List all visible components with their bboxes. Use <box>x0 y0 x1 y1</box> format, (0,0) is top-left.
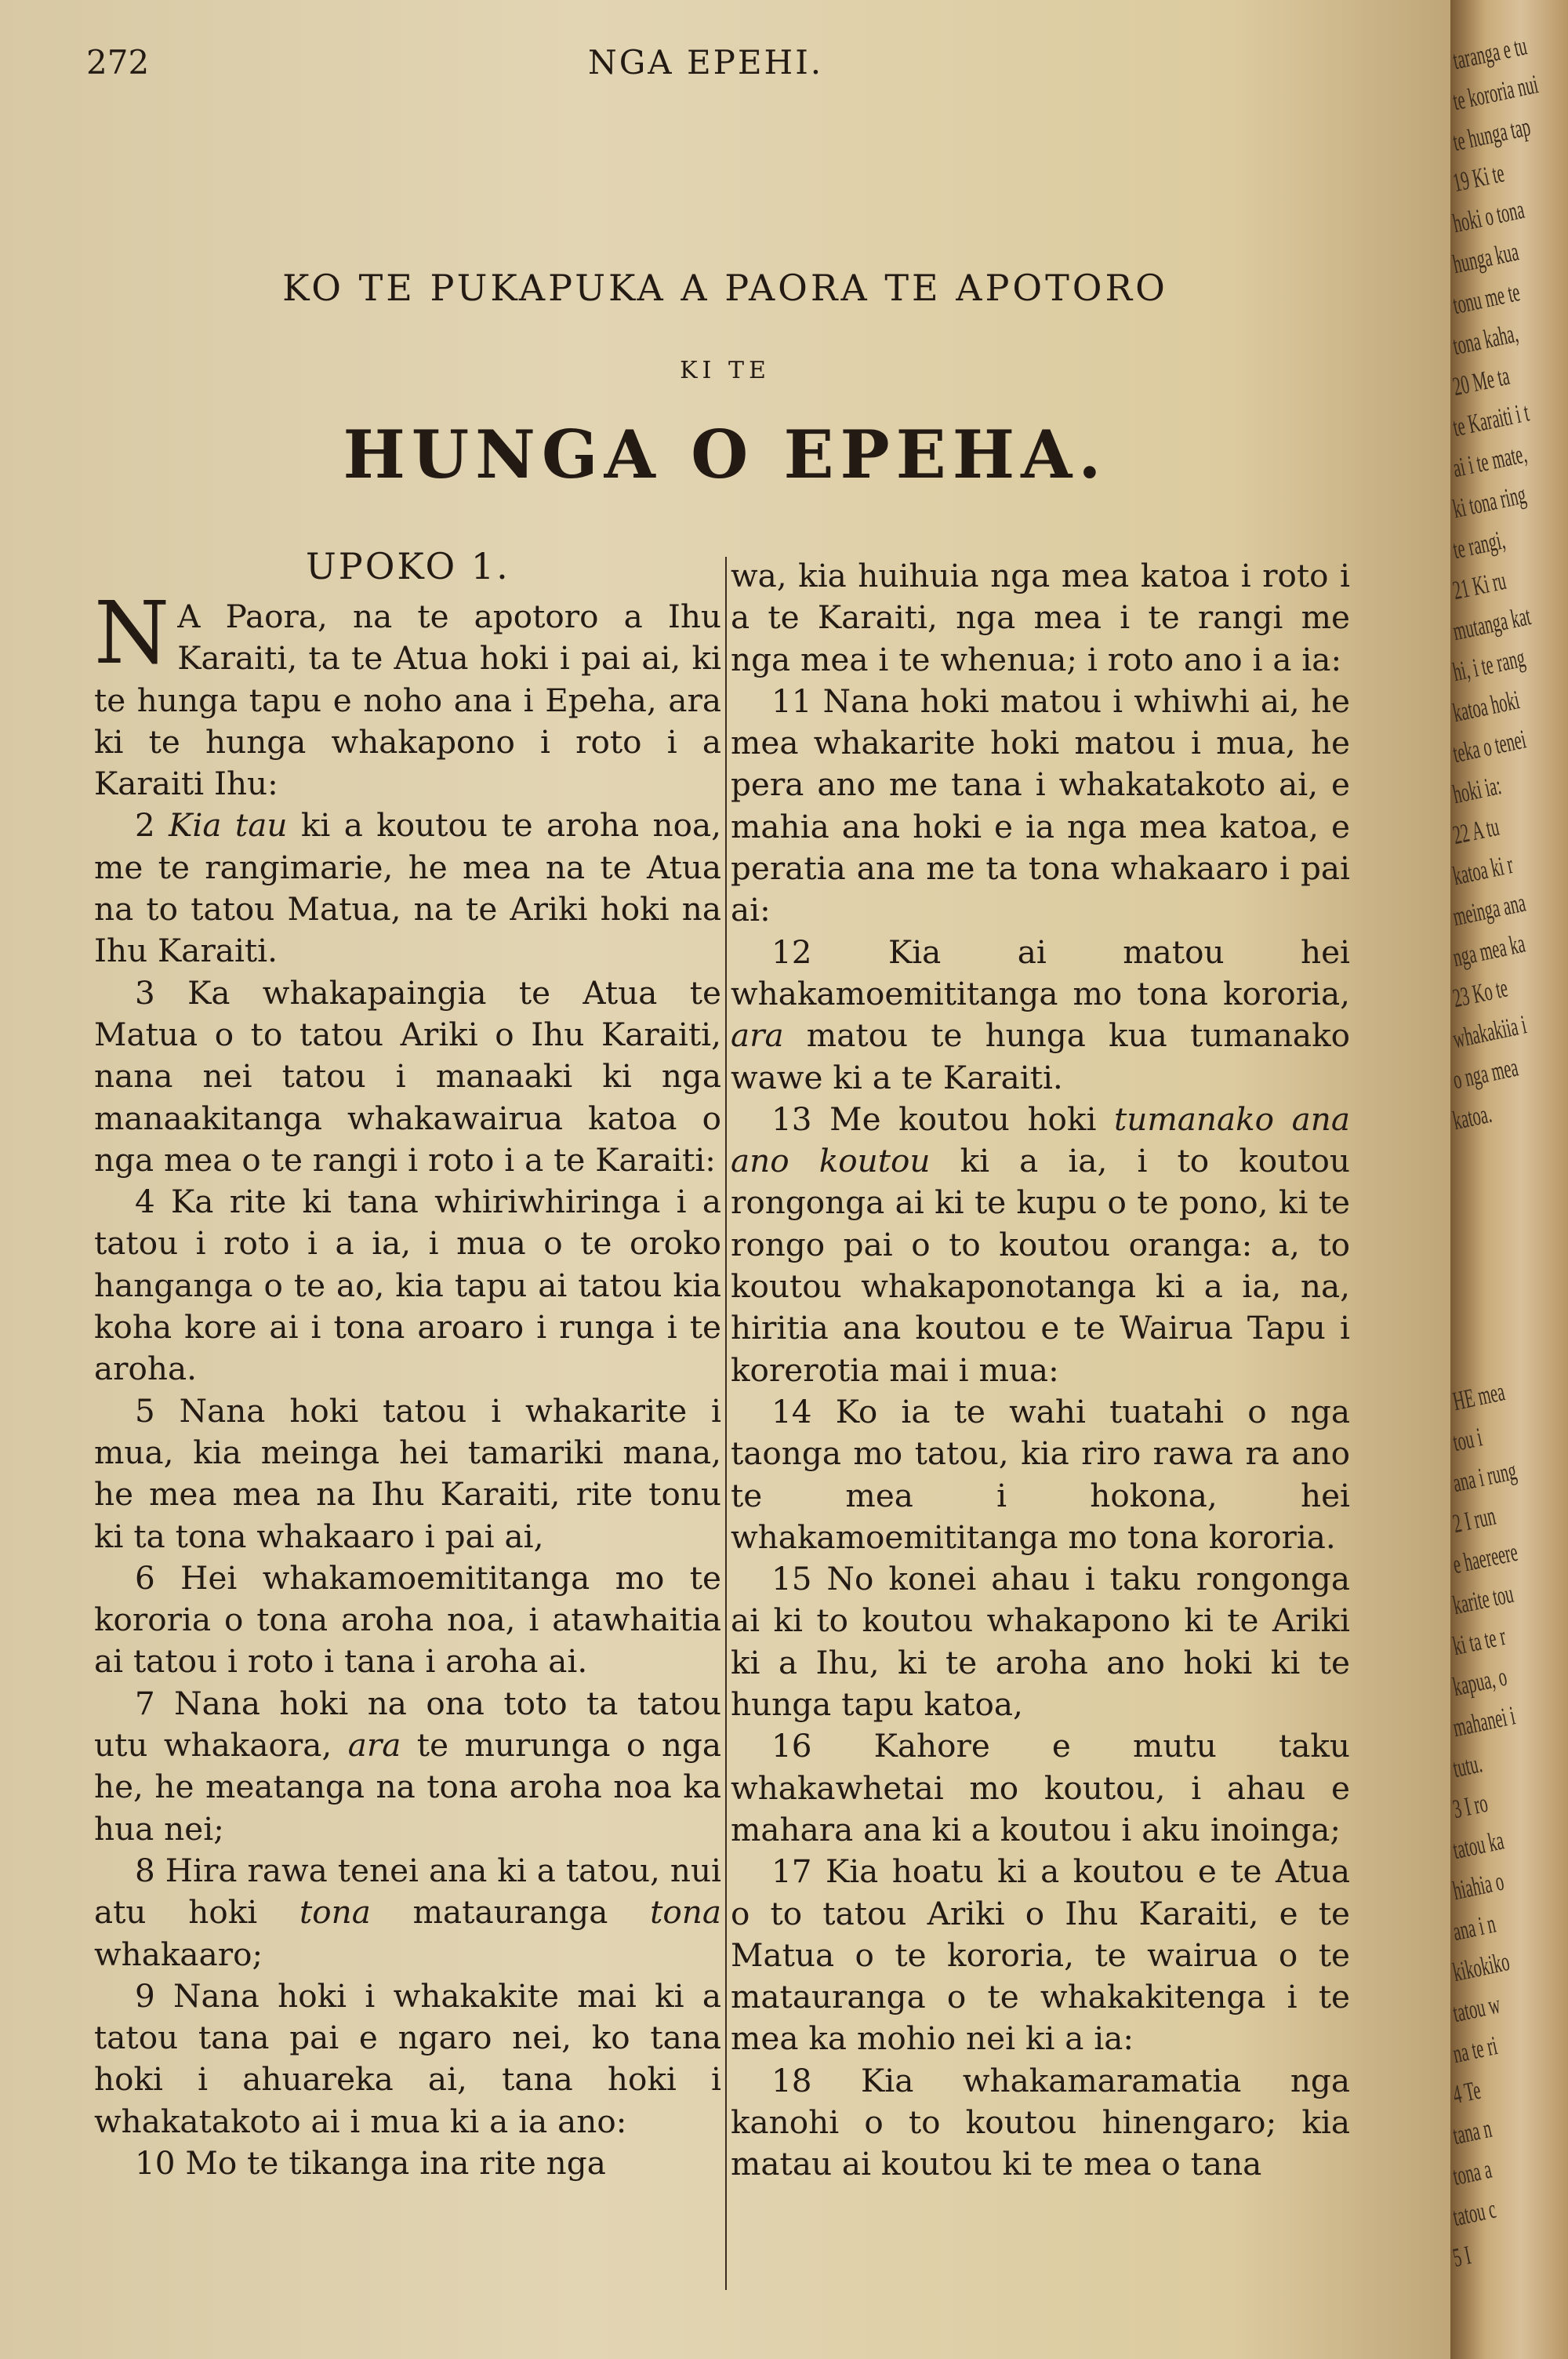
facing-page-fragment: meinga ana <box>1450 888 1529 932</box>
verse-5: 5 Nana hoki tatou i whakarite i mua, kia meinga hei tamariki mana, he mea mea na Ihu Karaiti, rite tonu ki ta tona whakaaro i pai ai, <box>94 1391 721 1555</box>
verse-2-number: 2 <box>135 806 155 845</box>
right-column <box>731 555 1350 2186</box>
verse-8-text-c: whakaaro; <box>94 1935 263 1973</box>
verse-8-text-a: 8 Hira rawa tenei ana ki a tatou, nui atu hoki <box>94 1851 721 1932</box>
facing-page-fragment: hiahia o <box>1450 1866 1507 1906</box>
verse-1 <box>94 583 721 805</box>
facing-page-fragment: hunga kua <box>1450 237 1522 280</box>
verse-9: 9 Nana hoki i whakakite mai ki a tatou tana pai e ngaro nei, ko tana hoki i ahuareka ai, tana hoki i whakatakoto ai i mua ki a ia ano: <box>94 1976 721 2140</box>
facing-page-fragment: ki tona ring <box>1450 480 1529 525</box>
verse-10-continued: wa, kia huihuia nga mea katoa i roto i a te Karaiti, nga mea i te rangi me nga mea i te whenua; i roto ano i a ia: <box>731 557 1350 678</box>
facing-page-fragment: HE mea <box>1450 1377 1508 1417</box>
facing-page-fragment: tatou c <box>1450 2194 1499 2233</box>
facing-page-fragment: tona a <box>1450 2154 1494 2192</box>
facing-page-edge <box>1450 0 1568 2359</box>
facing-page-fragment: nga mea ka <box>1450 929 1528 973</box>
facing-page-fragment: tana n <box>1450 2114 1494 2151</box>
facing-page-fragment: tou i <box>1450 1423 1485 1458</box>
facing-page-fragment: te kororia nui <box>1450 70 1541 117</box>
facing-page-fragment: hi, i te rang <box>1450 643 1528 688</box>
column-divider <box>725 557 727 2290</box>
verse-12-italic: ara <box>731 1016 784 1055</box>
book-title-main: HUNGA O EPEHA. <box>343 416 1108 493</box>
verse-8 <box>94 1850 721 1976</box>
facing-page-fragment: ana i n <box>1450 1909 1498 1947</box>
facing-page-fragment: katoa hoki <box>1450 685 1523 729</box>
verse-2-italic: Kia tau <box>169 806 288 845</box>
facing-page-fragment: tonu me te <box>1450 278 1523 321</box>
verse-14: 14 Ko ia te wahi tuatahi o nga taonga mo tatou, kia riro rawa ra ano te mea i hokona, hei whakamoemititanga mo tona kororia. <box>731 1392 1350 1556</box>
facing-page-fragment: 20 Me ta <box>1450 361 1512 402</box>
facing-page-fragment: kapua, o <box>1450 1662 1510 1703</box>
facing-page-fragment: 19 Ki te <box>1450 158 1507 198</box>
verse-17: 17 Kia hoatu ki a koutou e te Atua o to tatou Ariki o Ihu Karaiti, e te Matua o te kororia, te wairua o te matauranga o te whakakitenga i te mea ka mohio nei ki a ia: <box>731 1852 1350 2058</box>
verse-7-text-b: te murunga o nga he, he meatanga na tona aroha noa ka hua nei; <box>94 1726 721 1848</box>
facing-page-fragment: te hunga tap <box>1450 112 1534 158</box>
facing-page-fragment: 22 A tu <box>1450 812 1502 851</box>
verse-15: 15 No konei ahau i taku rongonga ai ki to koutou whakapono ki te Ariki ki a Ihu, ki te aroha ano hoki ki te hunga tapu katoa, <box>731 1560 1350 1724</box>
verse-10: 10 Mo te tikanga ina rite nga <box>135 2143 606 2182</box>
verse-1-text: A Paora, na te apotoro a Ihu Karaiti, ta te Atua hoki i pai ai, ki te hunga tapu e noho ana i Epeha, ara ki te hunga whakapono i roto i a Karaiti Ihu: <box>94 598 721 803</box>
facing-page-fragment: ai i te mate, <box>1450 439 1530 484</box>
facing-page-fragment: kikokiko <box>1450 1946 1512 1988</box>
verse-13-text-a: 13 Me koutou hoki <box>771 1100 1097 1138</box>
facing-page-fragment: teka o tenei <box>1450 725 1529 769</box>
facing-page-fragment: e haereere <box>1450 1537 1521 1580</box>
verse-13 <box>731 1099 1350 1391</box>
facing-page-fragment: tona kaha, <box>1450 318 1521 362</box>
facing-page-fragment: whakakiia i <box>1450 1010 1530 1055</box>
facing-page-fragment: 4 Te <box>1450 2075 1483 2110</box>
facing-page-fragment: 23 Ko te <box>1450 973 1511 1014</box>
facing-page-fragment: 3 I ro <box>1450 1788 1490 1825</box>
left-column <box>94 583 722 2184</box>
verse-3: 3 Ka whakapaingia te Atua te Matua o to tatou Ariki o Ihu Karaiti, nana nei tatou i manaaki ki nga manaakitanga whakawairua katoa o nga mea o te rangi i roto i a te Karaiti: <box>94 973 721 1179</box>
verse-6: 6 Hei whakamoemititanga mo te kororia o tona aroha noa, i atawhaitia ai tatou i roto i tana i aroha ai. <box>94 1558 721 1681</box>
page-header <box>86 43 1372 90</box>
facing-page-fragment: karite tou <box>1450 1579 1516 1621</box>
chapter-heading: UPOKO 1. <box>306 545 510 587</box>
facing-page-fragment: 2 I run <box>1450 1501 1498 1539</box>
book-title-line-1: KO TE PUKAPUKA A PAORA TE APOTORO <box>282 267 1168 309</box>
facing-page-fragment: o nga mea <box>1450 1052 1521 1096</box>
facing-page-fragment: tatou ka <box>1450 1826 1507 1866</box>
facing-page-fragment: katoa. <box>1450 1099 1494 1136</box>
verse-7-text-a: 7 Nana hoki na ona toto ta tatou utu whakaora, <box>94 1684 721 1765</box>
facing-page-fragment: 21 Ki ru <box>1450 565 1509 606</box>
facing-page-fragment: katoa ki r <box>1450 849 1516 892</box>
facing-page-fragment: mahanei i <box>1450 1701 1518 1743</box>
facing-page-fragment: hoki o tona <box>1450 194 1527 239</box>
drop-cap: N <box>94 583 170 683</box>
verse-8-text-b: matauranga <box>412 1893 608 1932</box>
facing-page-fragment: hoki ia: <box>1450 771 1504 810</box>
verse-12-text-a: 12 Kia ai matou hei whakamoemititanga mo tona kororia, <box>731 932 1350 1012</box>
facing-page-fragment: tatou w <box>1450 1990 1503 2029</box>
facing-page-fragment: te rangi, <box>1450 525 1508 565</box>
verse-2-text: ki a koutou te aroha noa, me te rangimarie, he mea na te Atua na to tatou Matua, na te Ariki hoki na Ihu Karaiti. <box>94 806 721 970</box>
facing-page-fragment: taranga e tu <box>1450 31 1530 76</box>
facing-page-fragment: 5 I <box>1450 2241 1474 2274</box>
verse-16: 16 Kahore e mutu taku whakawhetai mo koutou, i ahau e mahara ana ki a koutou i aku inoinga; <box>731 1727 1350 1848</box>
book-title-line-2: KI TE <box>680 357 771 384</box>
verse-13-italic: tumanako ana ano koutou <box>731 1100 1350 1180</box>
verse-11: 11 Nana hoki matou i whiwhi ai, he mea whakarite hoki matou i mua, he pera ano me tana i whakatakoto ai, e mahia ana hoki e ia nga mea katoa, e peratia ana me ta tona whakaaro i pai ai: <box>731 682 1350 929</box>
verse-4: 4 Ka rite ki tana whiriwhiringa i a tatou i roto i a ia, i mua o te oroko hanganga o te ao, kia tapu ai tatou kia koha kore ai i tona aroaro i runga i te aroha. <box>94 1183 721 1388</box>
page-number: 272 <box>86 43 150 82</box>
running-head: NGA EPEHI. <box>588 43 824 82</box>
facing-page-fragment: mutanga kat <box>1450 602 1534 647</box>
verse-12-text-b: matou te hunga kua tumanako wawe ki a te Karaiti. <box>731 1016 1351 1096</box>
facing-page-fragment: tutu. <box>1450 1749 1485 1784</box>
verse-18: 18 Kia whakamaramatia nga kanohi o to koutou hinengaro; kia matau ai koutou ki te mea o tana <box>731 2061 1350 2183</box>
verse-13-text-b: ki a ia, i to koutou rongonga ai ki te kupu o te pono, ki te rongo pai o to koutou oranga: a, to koutou whakaponotanga ki a ia, na, hiritia ana koutou e te Wairua Tapu i korerotia mai i mua: <box>731 1142 1350 1389</box>
verse-7 <box>94 1683 721 1850</box>
facing-page-fragment: ki ta te r <box>1450 1621 1508 1662</box>
verse-12 <box>731 932 1350 1099</box>
facing-page-fragment: ana i rung <box>1450 1456 1519 1499</box>
verse-8-italic-1: tona <box>299 1893 371 1932</box>
facing-page-fragment: te Karaiti i t <box>1450 398 1532 443</box>
verse-8-italic-2: tona <box>650 1893 722 1932</box>
facing-page-fragment: na te ri <box>1450 2031 1501 2070</box>
verse-2 <box>94 805 721 972</box>
verse-7-italic: ara <box>347 1726 401 1765</box>
